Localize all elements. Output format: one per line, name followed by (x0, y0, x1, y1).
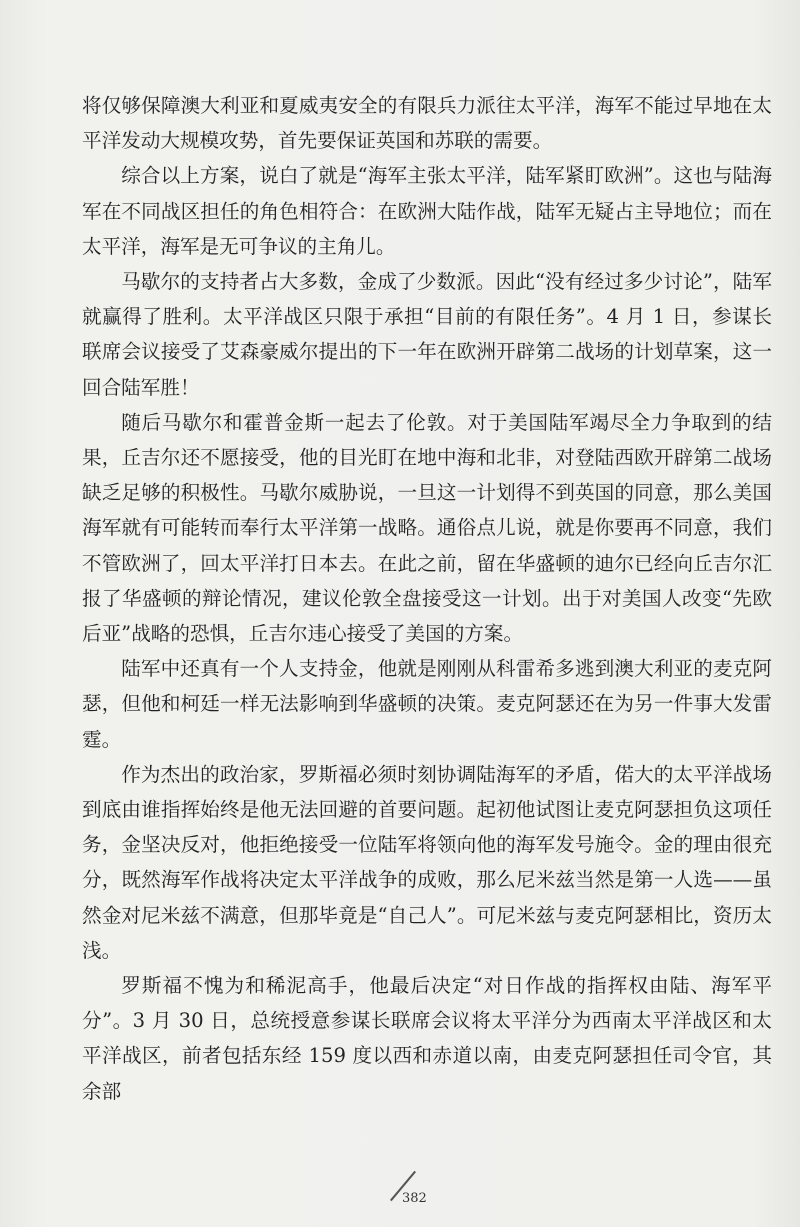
page-number-ornament (380, 1163, 440, 1213)
paragraph: 马歇尔的支持者占大多数，金成了少数派。因此“没有经过多少讨论”，陆军就赢得了胜利。太平洋战区只限于承担“目前的有限任务”。4 月 1 日，参谋长联席会议接受了艾森豪威尔提出的下一年在欧洲开辟第二战场的计划草案，这一回合陆军胜！ (82, 270, 772, 399)
paragraph-continued: 将仅够保障澳大利亚和夏威夷安全的有限兵力派往太平洋，海军不能过早地在太平洋发动大规模攻势，首先要保证英国和苏联的需要。 (82, 94, 772, 153)
body-text (82, 88, 772, 1109)
paragraph: 作为杰出的政治家，罗斯福必须时刻协调陆海军的矛盾，偌大的太平洋战场到底由谁指挥始终是他无法回避的首要问题。起初他试图让麦克阿瑟担负这项任务，金坚决反对，他拒绝接受一位陆军将领向他的海军发号施令。金的理由很充分，既然海军作战将决定太平洋战争的成败，那么尼米兹当然是第一人选——虽然金对尼米兹不满意，但那毕竟是“自己人”。可尼米兹与麦克阿瑟相比，资历太浅。 (82, 762, 772, 962)
paragraph: 陆军中还真有一个人支持金，他就是刚刚从科雷希多逃到澳大利亚的麦克阿瑟，但他和柯廷一样无法影响到华盛顿的决策。麦克阿瑟还在为另一件事大发雷霆。 (82, 657, 772, 751)
page-number: 382 (402, 1191, 427, 1206)
paragraph: 综合以上方案，说白了就是“海军主张太平洋，陆军紧盯欧洲”。这也与陆海军在不同战区担任的角色相符合：在欧洲大陆作战，陆军无疑占主导地位；而在太平洋，海军是无可争议的主角儿。 (82, 164, 772, 258)
paragraph: 随后马歇尔和霍普金斯一起去了伦敦。对于美国陆军竭尽全力争取到的结果，丘吉尔还不愿接受，他的目光盯在地中海和北非，对登陆西欧开辟第二战场缺乏足够的积极性。马歇尔威胁说，一旦这一计划得不到英国的同意，那么美国海军就有可能转而奉行太平洋第一战略。通俗点儿说，就是你要再不同意，我们不管欧洲了，回太平洋打日本去。在此之前，留在华盛顿的迪尔已经向丘吉尔汇报了华盛顿的辩论情况，建议伦敦全盘接受这一计划。出于对美国人改变“先欧后亚”战略的恐惧，丘吉尔违心接受了美国的方案。 (82, 410, 772, 646)
paragraph: 罗斯福不愧为和稀泥高手，他最后决定“对日作战的指挥权由陆、海军平分”。3 月 30 日，总统授意参谋长联席会议将太平洋分为西南太平洋战区和太平洋战区，前者包括东经 159 度以西和赤道以南，由麦克阿瑟担任司令官，其余部 (82, 974, 772, 1103)
